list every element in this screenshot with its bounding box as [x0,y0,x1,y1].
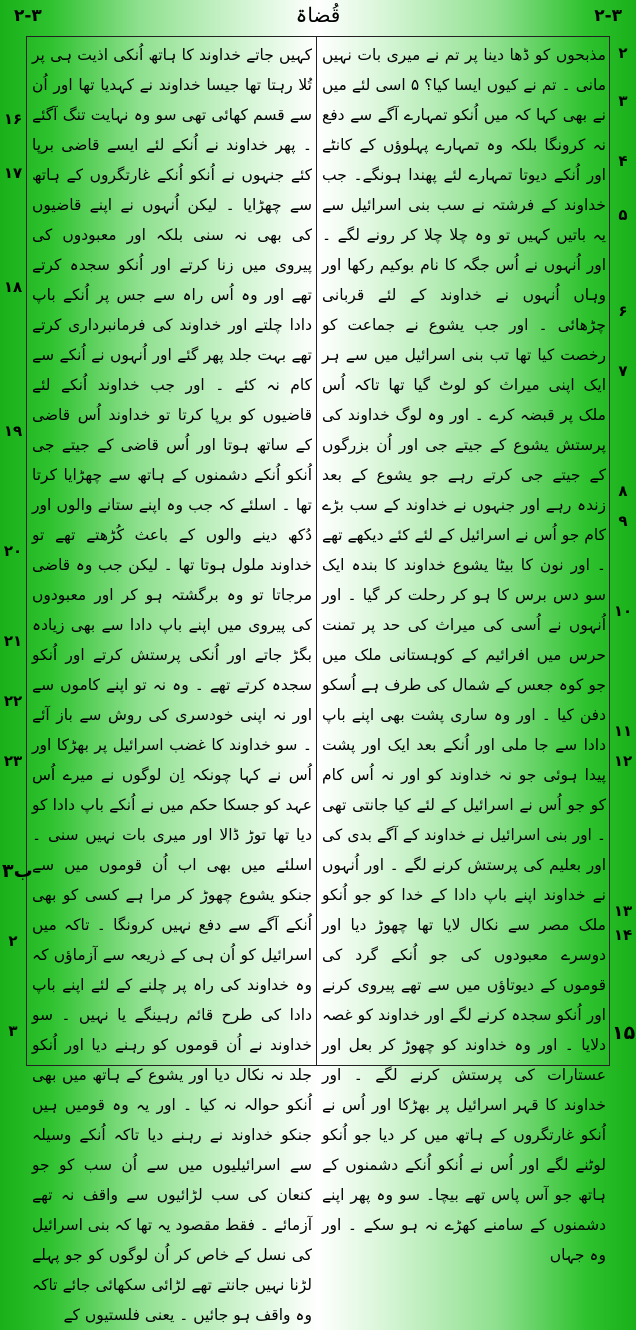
verse-number: ۳ [8,1022,18,1040]
book-title: قُضاۃ [295,3,341,27]
chapter-reference-right: ۲-۳ [594,6,622,26]
verse-number: ۲ [8,932,18,950]
verse-number: ۱۰ [613,602,633,620]
verse-number: ۷ [618,362,628,380]
verse-number: ۱۱ [613,722,633,740]
right-text-column: مذبحوں کو ڈھا دینا پر تم نے میری بات نہیں مانی ۔ تم نے کیوں ایسا کیا؟ ۵ اسی لئے میں نے بھی کہا کہ میں اُنکو تمہارے آگے سے دفع نہ کرونگا بلکہ وہ تمہارے پہلوؤں کے کانٹے اور اُنکے دیوتا تمہارے لئے پھندا ہونگے۔ جب خداوند کے فرشتہ نے سب بنی اسرائیل سے یہ باتیں کہیں تو وہ چلا چلا کر رونے لگے ۔ اور اُنہوں نے اُس جگہ کا نام بوکیم رکھا اور وہاں اُنہوں نے خداوند کے لئے قربانی چڑھائی ۔ اور جب یشوع نے جماعت کو رخصت کیا تھا تب بنی اسرائیل میں سے ہر ایک اپنی میراث کو لوٹ گیا تھا تاکہ اُس ملک پر قبضہ کرے ۔ اور وہ لوگ خداوند کی پرستش یشوع کے جیتے جی اور اُن بزرگوں کے جیتے جی کرتے رہے جو یشوع کے بعد زندہ رہے اور جنہوں نے خداوند کے سب بڑے کام جو اُس نے اسرائیل کے لئے کئے دیکھے تھے ۔ اور نون کا بیٹا یشوع خداوند کا بندہ ایک سو دس برس کا ہو کر رحلت کر گیا ۔ اور اُنہوں نے اُسی کی میراث کی حد پر تمنت حرس میں افرائیم کے کوہستانی ملک میں جو کوہ جعس کے شمال کی طرف ہے اُسکو دفن کیا ۔ اور وہ ساری پشت بھی اپنے باپ دادا سے جا ملی اور اُنکے بعد ایک اور پشت پیدا ہوئی جو نہ خداوند کو اور نہ اُس کام کو جو اُس نے اسرائیل کے لئے کیا جانتی تھی ۔ اور بنی اسرائیل نے خداوند کے آگے بدی کی اور بعلیم کی پرستش کرنے لگے ۔ اور اُنہوں نے خداوند اپنے باپ دادا کے خدا کو جو اُنکو ملک مصر سے نکال لایا تھا چھوڑ دیا اور دوسرے معبودوں کی جو اُنکے گرد کی قوموں کے دیوتاؤں میں سے تھے پیروی کرنے اور اُنکو سجدہ کرنے لگے اور خداوند کو غصہ دلایا ۔ اور وہ خداوند کو چھوڑ کر بعل اور عستارات کی پرستش کرنے لگے ۔ اور خداوند کا قہر اسرائیل پر بھڑکا اور اُس نے اُنکو غارتگروں کے ہاتھ میں کر دیا جو اُنکو لوٹنے لگے اور اُس نے اُنکو اُنکے دشمنوں کے ہاتھ جو آس پاس تھے بیچا۔ سو وہ پھر اپنے دشمنوں کے سامنے کھڑے نہ ہو سکے ۔ اور وہ جہاں [322,46,606,1264]
verse-number: ۱۸ [3,278,23,296]
verse-number: ۳ب [2,860,33,882]
verse-number: ۴ [618,152,628,170]
verse-number: ۱۲ [613,752,633,770]
verse-number: ۱۹ [3,422,23,440]
verse-number: ۱۷ [3,164,23,182]
verse-number: ۲۲ [3,692,23,710]
verse-number: ۱۳ [613,902,633,920]
verse-number: ۲ [618,44,628,62]
page-header [0,0,636,36]
verse-number: ۱۶ [3,110,23,128]
verse-number: ۱۴ [613,926,633,944]
verse-number: ۱۵ [612,1022,636,1044]
verse-number: ۵ [618,206,628,224]
verse-number: ۳ [618,92,628,110]
chapter-reference-left: ۲-۳ [14,6,42,26]
verse-number: ۲۰ [3,542,23,560]
column-divider [316,36,317,1066]
verse-number: ۸ [618,482,628,500]
verse-number: ۲۳ [3,752,23,770]
verse-number: ۹ [618,512,628,530]
verse-number: ۶ [618,302,628,320]
verse-number: ۲۱ [3,632,23,650]
left-text-column: کہیں جاتے خداوند کا ہاتھ اُنکی اذیت ہی پر تُلا رہتا تھا جیسا خداوند نے کہدیا تھا اور اُن سے قسم کھائی تھی سو وہ نہایت تنگ آگئے ۔ پھر خداوند نے اُنکے لئے ایسے قاضی برپا کئے جنہوں نے اُنکو اُنکے غارتگروں کے ہاتھ سے چھڑایا ۔ لیکن اُنہوں نے اپنے قاضیوں کی بھی نہ سنی بلکہ اور معبودوں کی پیروی میں زنا کرتے اور اُنکو سجدہ کرتے تھے اور وہ اُس راہ سے جس پر اُنکے باپ دادا چلتے اور خداوند کی فرمانبرداری کرتے تھے بہت جلد پھر گئے اور اُنہوں نے اُنکے سے کام نہ کئے ۔ اور جب خداوند اُنکے لئے قاضیوں کو برپا کرتا تو خداوند اُس قاضی کے ساتھ ہوتا اور اُس قاضی کے جیتے جی اُنکو اُنکے دشمنوں کے ہاتھ سے چھڑایا کرتا تھا ۔ اسلئے کہ جب وہ اپنے ستانے والوں اور دُکھ دینے والوں کے باعث کُڑھتے تھے تو خداوند ملول ہوتا تھا ۔ لیکن جب وہ قاضی مرجاتا تو وہ برگشتہ ہو کر اور معبودوں کی پیروی میں اپنے باپ دادا سے بھی زیادہ بگڑ جاتے اور اُنکی پرستش کرتے اور اُنکو سجدہ کرتے تھے ۔ وہ نہ تو اپنے کاموں سے اور نہ اپنی خودسری کی روش سے باز آئے ۔ سو خداوند کا غضب اسرائیل پر بھڑکا اور اُس نے کہا چونکہ اِن لوگوں نے میرے اُس عہد کو جسکا حکم میں نے اُنکے باپ دادا کو دیا تھا توڑ ڈالا اور میری بات نہیں سنی ۔ اسلئے میں بھی اب اُن قوموں میں سے جنکو یشوع چھوڑ کر مرا ہے کسی کو بھی اُنکے آگے سے دفع نہیں کرونگا ۔ تاکہ میں اسرائیل کو اُن ہی کے ذریعہ سے آزماؤں کہ وہ خداوند کی راہ پر چلنے کے لئے اپنے باپ دادا کی طرح قائم رہینگے یا نہیں ۔ سو خداوند نے اُن قوموں کو رہنے دیا اور اُنکو جلد نہ نکال دیا اور یشوع کے ہاتھ میں بھی اُنکو حوالہ نہ کیا ۔ اور یہ وہ قومیں ہیں جنکو خداوند نے رہنے دیا تاکہ اُنکے وسیلہ سے اسرائیلیوں میں سے اُن سب کو جو کنعان کی سب لڑائیوں سے واقف نہ تھے آزمائے ۔ فقط مقصود یہ تھا کہ بنی اسرائیل کی نسل کے خاص کر اُن لوگوں کو جو پہلے لڑنا نہیں جانتے تھے لڑائی سکھائی جائے تاکہ وہ واقف ہو جائیں ۔ یعنی فلستیوں کے [32,46,312,1324]
